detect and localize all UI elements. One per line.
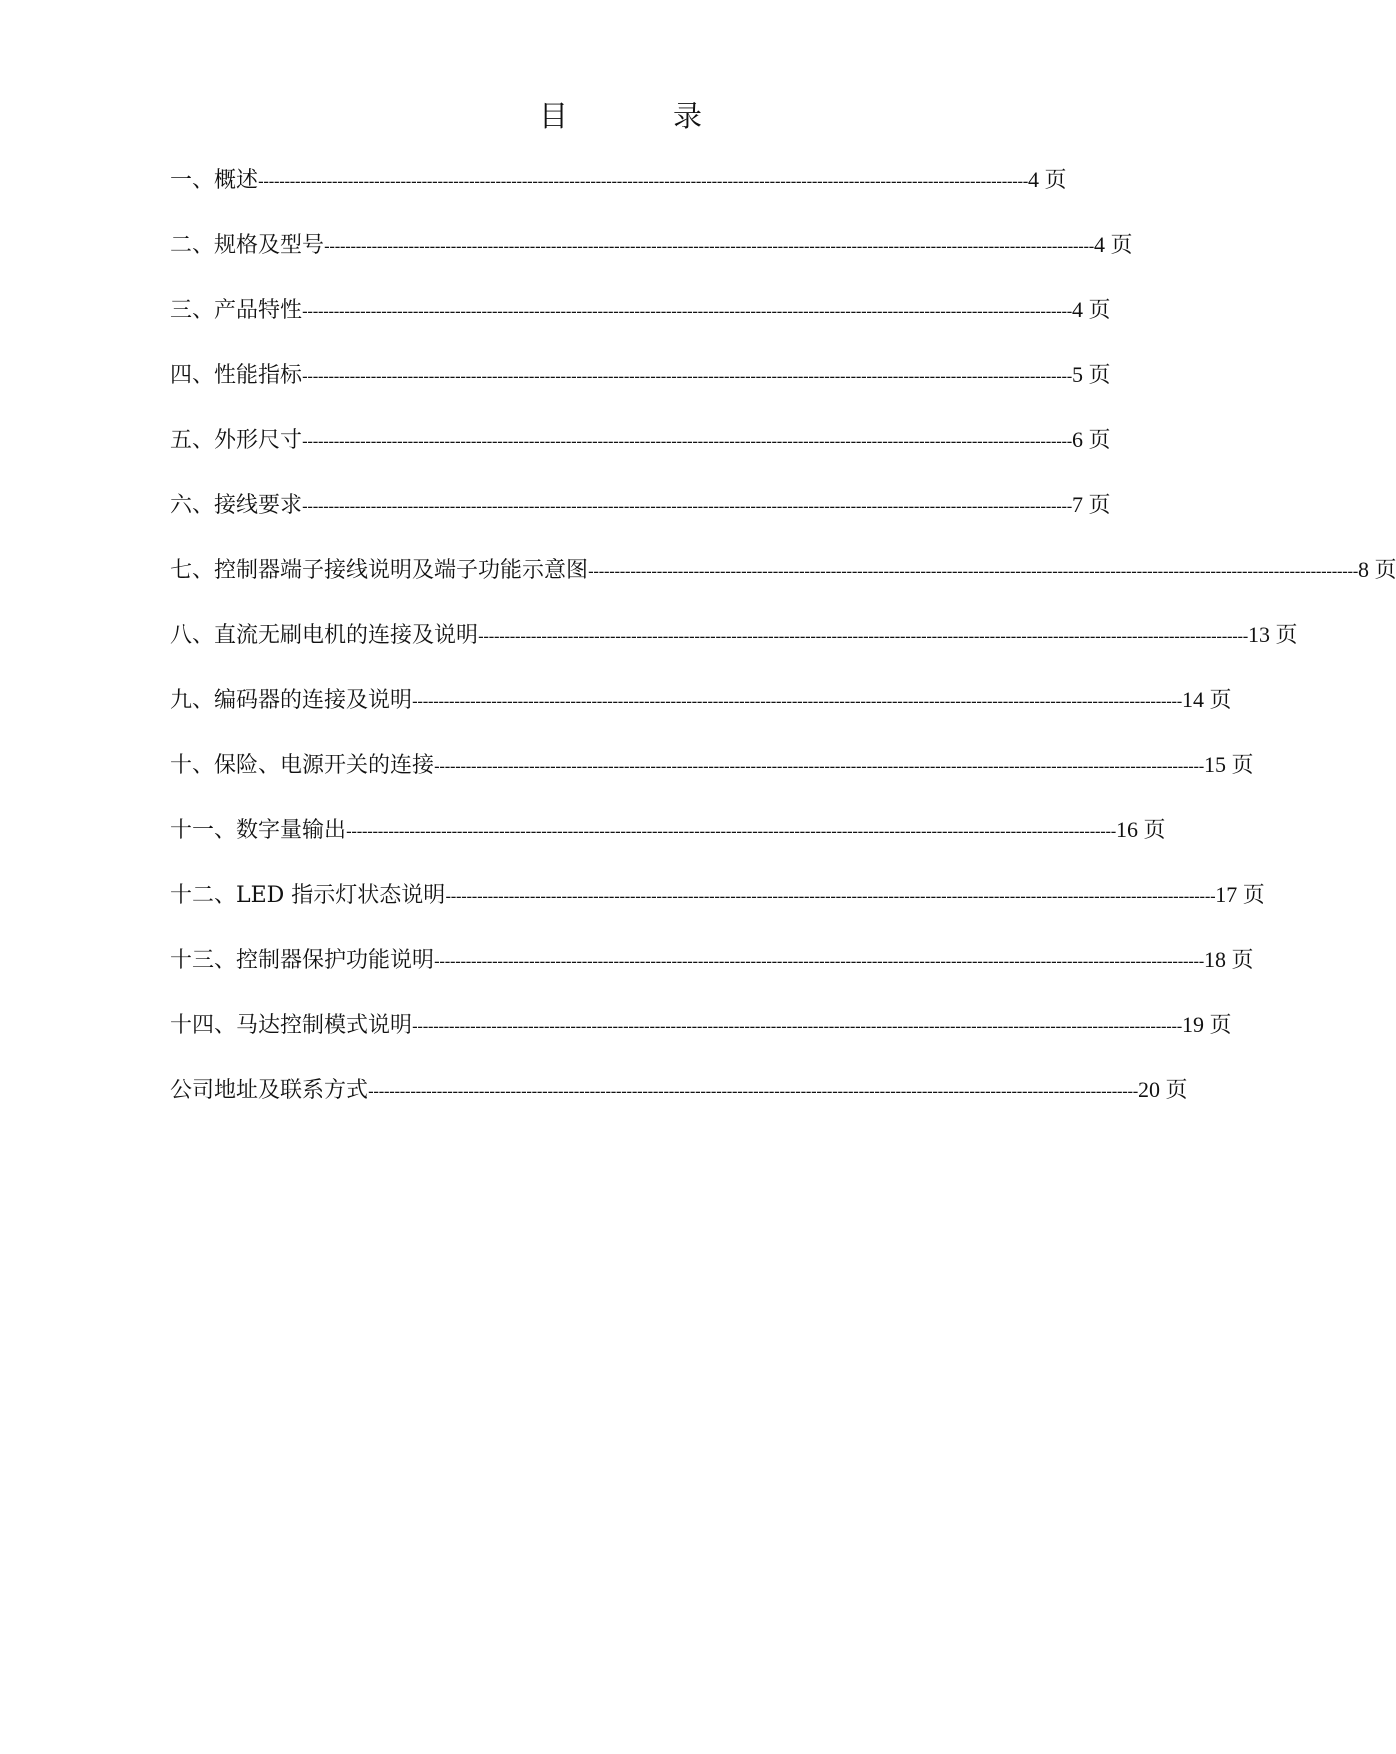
toc-leader-dashes: --------------------------------------------------------------------------------------------------------------------------------------------------	[478, 627, 1248, 646]
toc-leader-dashes: --------------------------------------------------------------------------------------------------------------------------------------------------	[346, 822, 1116, 841]
toc-entry-page: 4 页	[1071, 297, 1111, 322]
toc-entry[interactable]	[170, 355, 1111, 395]
page-title: 目 录	[538, 99, 740, 133]
toc-leader-dashes: --------------------------------------------------------------------------------------------------------------------------------------------------	[412, 1017, 1182, 1036]
toc-entry-page: 6 页	[1071, 427, 1111, 452]
toc-entry[interactable]	[170, 615, 1298, 655]
toc-entry-title: 七、控制器端子接线说明及端子功能示意图	[170, 558, 589, 583]
toc-entry-title: 十二、LED 指示灯状态说明	[170, 883, 446, 908]
toc-entry[interactable]	[170, 1070, 1188, 1110]
toc-entry[interactable]	[170, 290, 1111, 330]
toc-entry[interactable]	[170, 875, 1265, 915]
toc-entry-title: 二、规格及型号	[170, 233, 325, 258]
toc-leader-dashes: --------------------------------------------------------------------------------------------------------------------------------------------------	[302, 302, 1072, 321]
toc-entry[interactable]	[170, 550, 1396, 590]
toc-entry[interactable]	[170, 940, 1254, 980]
toc-entry-page: 18 页	[1203, 947, 1254, 972]
toc-leader-dashes: --------------------------------------------------------------------------------------------------------------------------------------------------	[258, 172, 1028, 191]
toc-entry-title: 八、直流无刷电机的连接及说明	[170, 623, 479, 648]
toc-entry-title: 十、保险、电源开关的连接	[170, 753, 435, 778]
toc-leader-dashes: --------------------------------------------------------------------------------------------------------------------------------------------------	[445, 887, 1216, 906]
toc-leader-dashes: --------------------------------------------------------------------------------------------------------------------------------------------------	[302, 367, 1072, 386]
toc-entry[interactable]	[170, 485, 1111, 525]
toc-entry-page: 5 页	[1071, 362, 1111, 387]
toc-leader-dashes: --------------------------------------------------------------------------------------------------------------------------------------------------	[434, 757, 1204, 776]
toc-leader-dashes: --------------------------------------------------------------------------------------------------------------------------------------------------	[588, 562, 1358, 581]
toc-entry-title: 五、外形尺寸	[170, 428, 303, 453]
toc-entry-page: 4 页	[1027, 167, 1067, 192]
toc-leader-dashes: --------------------------------------------------------------------------------------------------------------------------------------------------	[324, 237, 1094, 256]
toc-entry-title: 四、性能指标	[170, 363, 303, 388]
toc-entry-title: 公司地址及联系方式	[170, 1078, 369, 1103]
toc-entry[interactable]	[170, 680, 1232, 720]
toc-entry[interactable]	[170, 420, 1111, 460]
toc-entry-title: 十一、数字量输出	[170, 818, 347, 843]
toc-leader-dashes: --------------------------------------------------------------------------------------------------------------------------------------------------	[302, 497, 1072, 516]
toc-leader-dashes: --------------------------------------------------------------------------------------------------------------------------------------------------	[434, 952, 1204, 971]
toc-leader-dashes: --------------------------------------------------------------------------------------------------------------------------------------------------	[412, 692, 1182, 711]
toc-entry-title: 九、编码器的连接及说明	[170, 688, 413, 713]
toc-entry[interactable]	[170, 1005, 1232, 1045]
toc-leader-dashes: --------------------------------------------------------------------------------------------------------------------------------------------------	[368, 1082, 1138, 1101]
toc-entry-title: 三、产品特性	[170, 298, 303, 323]
toc-entry-page: 14 页	[1181, 687, 1232, 712]
toc-entry[interactable]	[170, 160, 1067, 200]
toc-leader-dashes: --------------------------------------------------------------------------------------------------------------------------------------------------	[302, 432, 1072, 451]
toc-entry[interactable]	[170, 810, 1166, 850]
toc-entry-page: 15 页	[1203, 752, 1254, 777]
toc-entry-title: 六、接线要求	[170, 493, 303, 518]
toc-entry-page: 17 页	[1215, 882, 1265, 907]
toc-entry[interactable]	[170, 225, 1133, 265]
toc-entry-page: 16 页	[1115, 817, 1166, 842]
toc-entry-page: 13 页	[1247, 622, 1298, 647]
toc-entry-title: 十四、马达控制模式说明	[170, 1013, 413, 1038]
toc-entry-page: 20 页	[1137, 1077, 1188, 1102]
toc-entry[interactable]	[170, 745, 1254, 785]
toc-entry-page: 4 页	[1093, 232, 1133, 257]
toc-entry-title: 十三、控制器保护功能说明	[170, 948, 435, 973]
toc-entry-title: 一、概述	[170, 168, 259, 193]
toc-entry-page: 7 页	[1071, 492, 1111, 517]
toc-entry-page: 19 页	[1181, 1012, 1232, 1037]
toc-entry-page: 8 页	[1357, 557, 1396, 582]
